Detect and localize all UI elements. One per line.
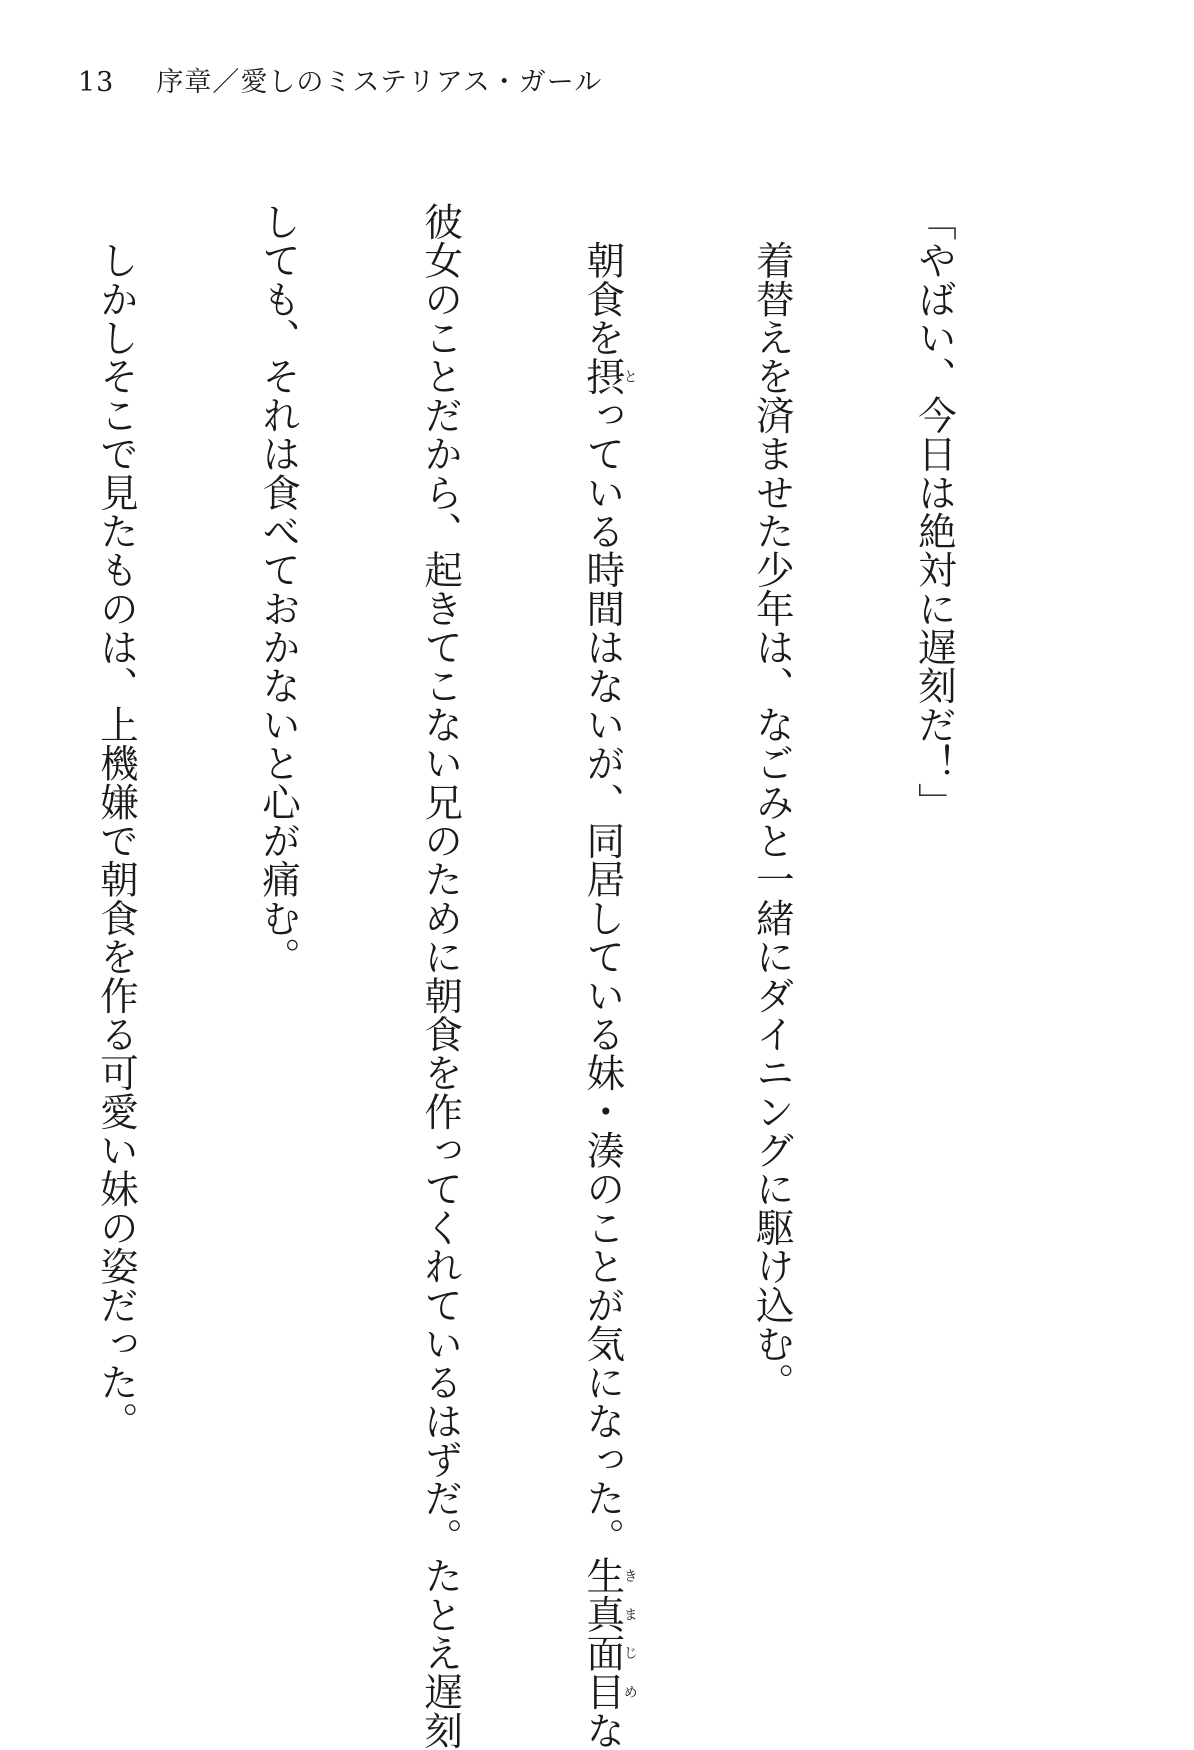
text-line: 彼女のことだから、起きてこない兄のために朝食を作ってくれているはずだ。たとえ遅刻 bbox=[418, 202, 464, 1750]
text-line: しかしそこで見たものは、上機嫌で朝食を作る可愛い妹の姿だった。 bbox=[93, 202, 139, 1441]
ruby-annotation bbox=[580, 356, 638, 396]
text-line bbox=[575, 202, 638, 1750]
page-number: 13 bbox=[78, 67, 115, 98]
text-segment: な bbox=[580, 1710, 626, 1750]
text-line: 着替えを済ませた少年は、なごみと一緒にダイニングに駆け込む。 bbox=[749, 202, 795, 1402]
ruby-reading: きまじめ bbox=[621, 1556, 638, 1711]
text-line: 「やばい、今日は絶対に遅刻だ！」 bbox=[911, 202, 957, 822]
body-text bbox=[0, 202, 1069, 1750]
ruby-annotation bbox=[580, 1556, 638, 1711]
text-segment: っている時間はないが、同居している妹・湊のことが気になった。 bbox=[580, 395, 626, 1557]
page-header bbox=[78, 60, 602, 99]
text-segment: 朝食を bbox=[580, 202, 626, 357]
ruby-reading: と bbox=[621, 356, 638, 396]
ruby-base: 生真面目 bbox=[580, 1556, 626, 1711]
text-line: しても、それは食べておかないと心が痛む。 bbox=[256, 202, 302, 976]
running-title: 序章／愛しのミステリアス・ガール bbox=[156, 67, 603, 98]
ruby-base: 摂 bbox=[580, 356, 626, 396]
